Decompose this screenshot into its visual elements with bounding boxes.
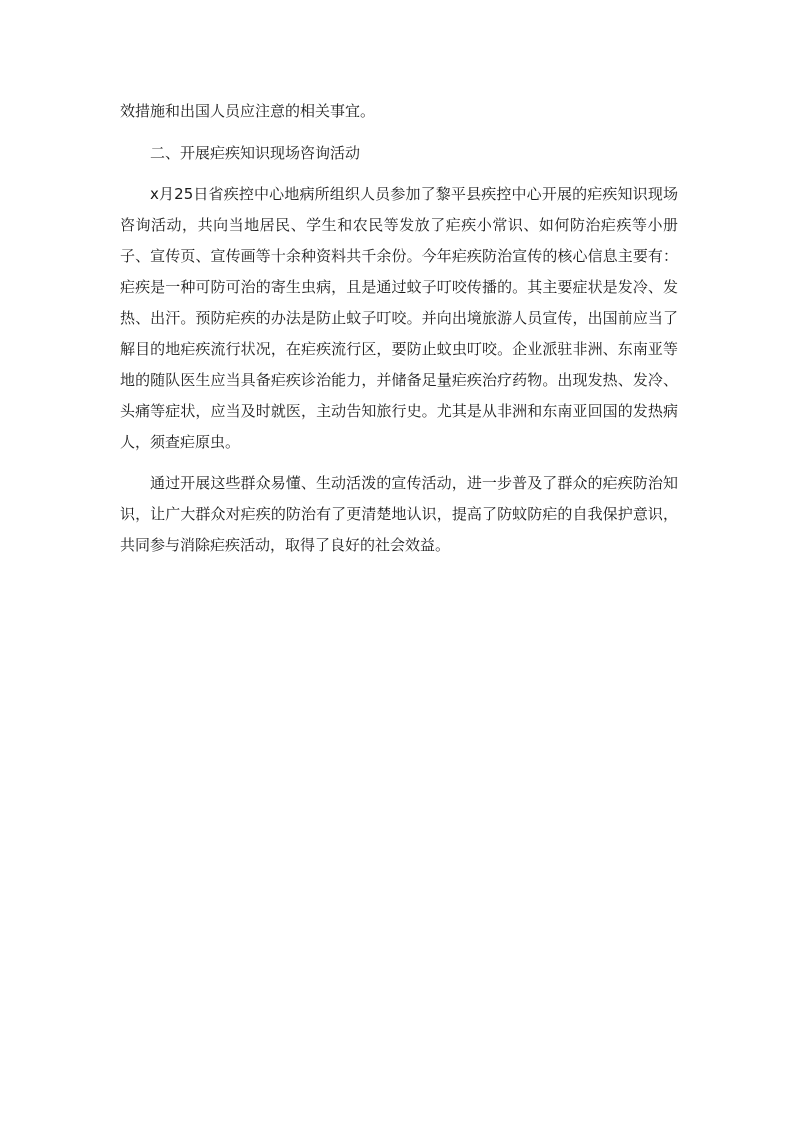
document-body <box>120 96 678 561</box>
paragraph-continued: 效措施和出国人员应注意的相关事宜。 <box>120 102 376 120</box>
section-heading: 二、开展疟疾知识现场咨询活动 <box>150 144 361 162</box>
paragraph-conclusion: 通过开展这些群众易懂、生动活泼的宣传活动，进一步普及了群众的疟疾防治知识，让广大群众对疟疾的防治有了更清楚地认识，提高了防蚊防疟的自我保护意识，共同参与消除疟疾活动，取得了良好的社会效益。 <box>120 474 678 554</box>
paragraph-activity: x月25日省疾控中心地病所组织人员参加了黎平县疾控中心开展的疟疾知识现场咨询活动，共向当地居民、学生和农民等发放了疟疾小常识、如何防治疟疾等小册子、宣传页、宣传画等十余种资料共千余份。今年疟疾防治宣传的核心信息主要有：疟疾是一种可防可治的寄生虫病，且是通过蚊子叮咬传播的。其主要症状是发冷、发热、出汗。预防疟疾的办法是防止蚊子叮咬。并向出境旅游人员宣传，出国前应当了解目的地疟疾流行状况，在疟疾流行区，要防止蚊虫叮咬。企业派驻非洲、东南亚等地的随队医生应当具备疟疾诊治能力，并储备足量疟疾治疗药物。出现发热、发冷、头痛等症状，应当及时就医，主动告知旅行史。尤其是从非洲和东南亚回国的发热病人，须查疟原虫。 <box>120 185 678 451</box>
